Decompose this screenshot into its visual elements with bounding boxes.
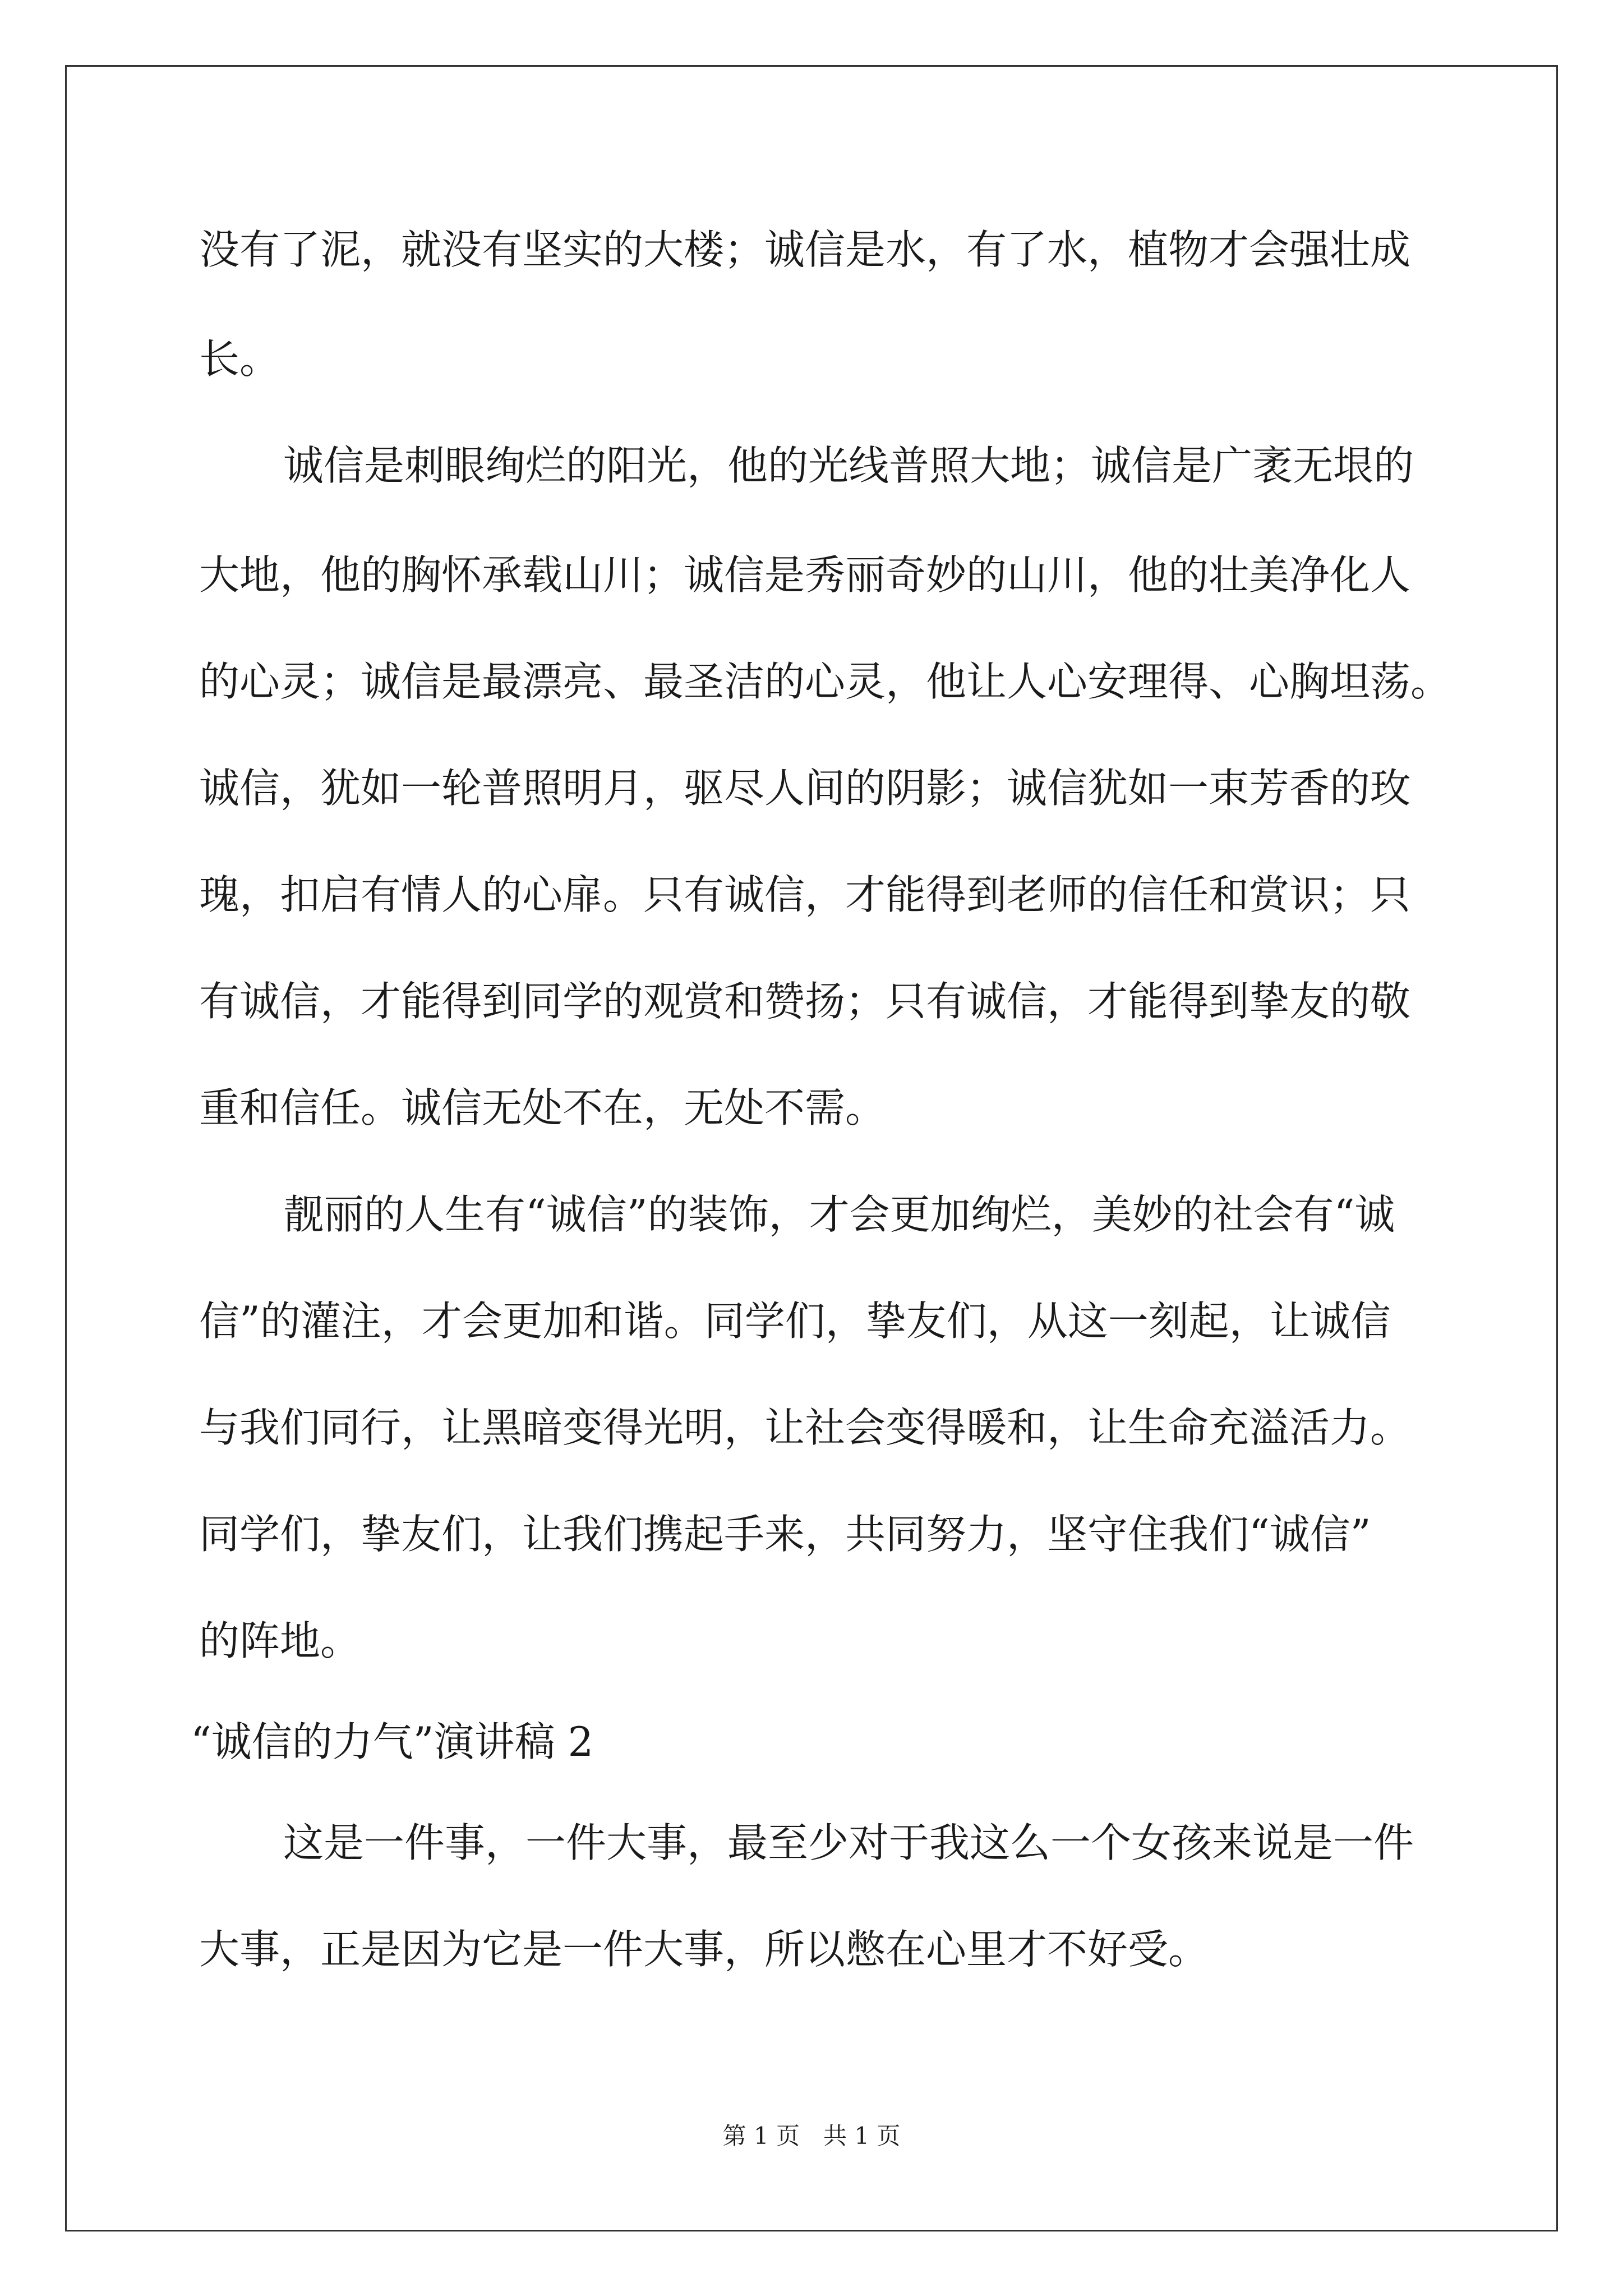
page-footer: 第 1 页 共 1 页 bbox=[722, 2122, 901, 2150]
text-line: 重和信任。诚信无处不在，无处不需。 bbox=[199, 1084, 886, 1131]
page-frame bbox=[65, 65, 1558, 2231]
paragraph-start-line: 这是一件事，一件大事，最至少对于我这么一个女孩来说是一件 bbox=[283, 1819, 1414, 1866]
text-line: 与我们同行，让黑暗变得光明，让社会变得暖和，让生命充溢活力。 bbox=[199, 1404, 1411, 1451]
paragraph-start-line: 靓丽的人生有“诚信”的装饰，才会更加绚烂，美妙的社会有“诚 bbox=[283, 1191, 1395, 1238]
paragraph-start-line: 诚信是刺眼绚烂的阳光，他的光线普照大地；诚信是广袤无垠的 bbox=[283, 442, 1414, 489]
text-line: 信”的灌注，才会更加和谐。同学们，挚友们，从这一刻起，让诚信 bbox=[199, 1297, 1391, 1345]
text-line: 大地，他的胸怀承载山川；诚信是秀丽奇妙的山川，他的壮美净化人 bbox=[199, 551, 1411, 599]
text-line: 同学们，挚友们，让我们携起手来，共同努力，坚守住我们“诚信” bbox=[199, 1511, 1371, 1558]
text-line: 长。 bbox=[199, 335, 280, 383]
text-line: 有诚信，才能得到同学的观赏和赞扬；只有诚信，才能得到挚友的敬 bbox=[199, 978, 1411, 1025]
text-line: 的心灵；诚信是最漂亮、最圣洁的心灵，他让人心安理得、心胸坦荡。 bbox=[199, 658, 1451, 705]
text-line: 诚信，犹如一轮普照明月，驱尽人间的阴影；诚信犹如一束芳香的玫 bbox=[199, 765, 1411, 812]
section-heading: “诚信的力气”演讲稿 2 bbox=[191, 1718, 594, 1765]
text-line: 的阵地。 bbox=[199, 1617, 361, 1664]
text-line: 大事，正是因为它是一件大事，所以憋在心里才不好受。 bbox=[199, 1926, 1209, 1973]
text-line: 瑰，扣启有情人的心扉。只有诚信，才能得到老师的信任和赏识；只 bbox=[199, 871, 1411, 918]
text-line: 没有了泥，就没有坚实的大楼；诚信是水，有了水，植物才会强壮成 bbox=[199, 226, 1411, 273]
